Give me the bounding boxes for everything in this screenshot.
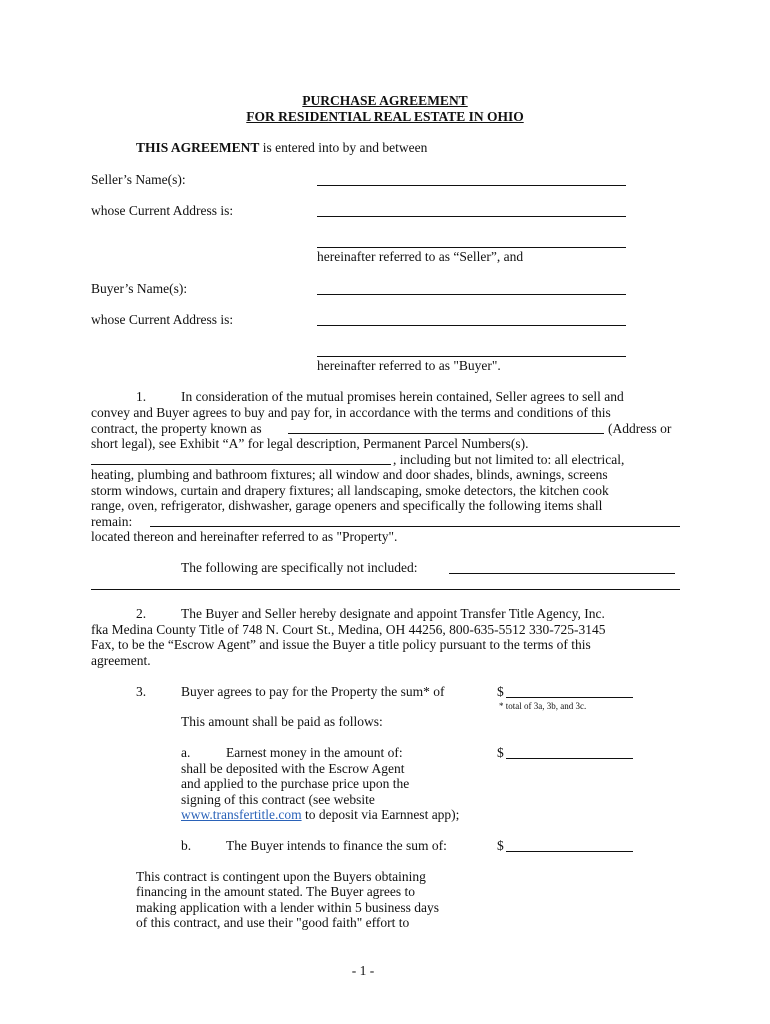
remaining-items-field[interactable] bbox=[150, 526, 680, 527]
document-title-line1: PURCHASE AGREEMENT bbox=[302, 93, 468, 108]
section-1-line-10: located thereon and hereinafter referred to as "Property". bbox=[91, 529, 398, 544]
seller-name-field[interactable] bbox=[317, 185, 626, 186]
seller-reference-text: hereinafter referred to as “Seller”, and bbox=[317, 249, 524, 264]
seller-address-label: whose Current Address is: bbox=[91, 203, 234, 218]
item-a-line-5-rest: to deposit via Earnnest app); bbox=[301, 807, 460, 822]
not-included-field-2[interactable] bbox=[91, 589, 680, 590]
contingency-line-3: making application with a lender within 5 business days bbox=[136, 900, 439, 915]
earnest-money-field[interactable] bbox=[506, 758, 633, 759]
section-1-line-3a: contract, the property known as bbox=[91, 421, 262, 436]
section-3-number: 3. bbox=[136, 684, 147, 699]
section-1-line-8: range, oven, refrigerator, dishwasher, garage openers and specifically the following items shall bbox=[91, 498, 603, 513]
section-1-line-9: remain: bbox=[91, 514, 133, 529]
contingency-line-1: This contract is contingent upon the Buyers obtaining bbox=[136, 869, 426, 884]
buyer-name-field[interactable] bbox=[317, 294, 626, 295]
item-a-line-4: signing of this contract (see website bbox=[181, 792, 375, 807]
parcel-number-field[interactable] bbox=[91, 464, 391, 465]
item-a-line-1: Earnest money in the amount of: bbox=[226, 745, 403, 760]
contingency-line-2: financing in the amount stated. The Buyer agrees to bbox=[136, 884, 416, 899]
buyer-name-label: Buyer’s Name(s): bbox=[91, 281, 188, 296]
section-1-line-7: storm windows, curtain and drapery fixtures; all landscaping, smoke detectors, the kitchen cook bbox=[91, 483, 609, 498]
item-a-line-5 bbox=[181, 807, 459, 823]
seller-address-field-2[interactable] bbox=[317, 247, 626, 248]
seller-name-label: Seller’s Name(s): bbox=[91, 172, 186, 187]
section-1-line-3b: (Address or bbox=[608, 421, 672, 436]
buyer-address-field-1[interactable] bbox=[317, 325, 626, 326]
section-1-line-6: heating, plumbing and bathroom fixtures; all window and door shades, blinds, awnings, screens bbox=[91, 467, 608, 482]
section-2-line-3: Fax, to be the “Escrow Agent” and issue the Buyer a title policy pursuant to the terms of this bbox=[91, 637, 591, 652]
total-note: * total of 3a, 3b, and 3c. bbox=[499, 701, 587, 711]
item-a-line-2: shall be deposited with the Escrow Agent bbox=[181, 761, 405, 776]
buyer-address-label: whose Current Address is: bbox=[91, 312, 234, 327]
buyer-address-field-2[interactable] bbox=[317, 356, 626, 357]
page-number: - 1 - bbox=[351, 963, 375, 978]
not-included-label: The following are specifically not included: bbox=[181, 560, 418, 575]
document-title-line2: FOR RESIDENTIAL REAL ESTATE IN OHIO bbox=[246, 109, 524, 124]
dollar-sign: $ bbox=[497, 684, 504, 699]
item-a-line-3: and applied to the purchase price upon the bbox=[181, 776, 410, 791]
purchase-price-field[interactable] bbox=[506, 697, 633, 698]
intro-paragraph bbox=[136, 140, 427, 156]
section-1-line-2: convey and Buyer agrees to buy and pay for, in accordance with the terms and conditions of this bbox=[91, 405, 611, 420]
item-b-label: b. bbox=[181, 838, 192, 853]
property-address-field[interactable] bbox=[288, 433, 604, 434]
section-1-line-1: In consideration of the mutual promises herein contained, Seller agrees to sell and bbox=[181, 389, 624, 404]
section-2-line-4: agreement. bbox=[91, 653, 151, 668]
finance-amount-field[interactable] bbox=[506, 851, 633, 852]
transfertitle-link[interactable]: www.transfertitle.com bbox=[181, 807, 302, 822]
buyer-reference-text: hereinafter referred to as "Buyer". bbox=[317, 358, 501, 373]
seller-address-field-1[interactable] bbox=[317, 216, 626, 217]
intro-rest: is entered into by and between bbox=[259, 140, 428, 155]
section-2-number: 2. bbox=[136, 606, 147, 621]
section-1-line-5: , including but not limited to: all electrical, bbox=[393, 452, 625, 467]
item-b-line-1: The Buyer intends to finance the sum of: bbox=[226, 838, 447, 853]
section-2-line-2: fka Medina County Title of 748 N. Court St., Medina, OH 44256, 800-635-5512 330-725-3145 bbox=[91, 622, 606, 637]
section-1-number: 1. bbox=[136, 389, 147, 404]
section-3-line-1: Buyer agrees to pay for the Property the sum* of bbox=[181, 684, 445, 699]
not-included-field-1[interactable] bbox=[449, 573, 675, 574]
item-a-label: a. bbox=[181, 745, 191, 760]
section-2-line-1: The Buyer and Seller hereby designate and appoint Transfer Title Agency, Inc. bbox=[181, 606, 605, 621]
dollar-sign: $ bbox=[497, 838, 504, 853]
dollar-sign: $ bbox=[497, 745, 504, 760]
section-1-line-4: short legal), see Exhibit “A” for legal description, Permanent Parcel Numbers(s). bbox=[91, 436, 529, 451]
payment-terms-label: This amount shall be paid as follows: bbox=[181, 714, 383, 729]
contingency-line-4: of this contract, and use their "good faith" effort to bbox=[136, 915, 410, 930]
intro-bold: THIS AGREEMENT bbox=[136, 140, 260, 155]
